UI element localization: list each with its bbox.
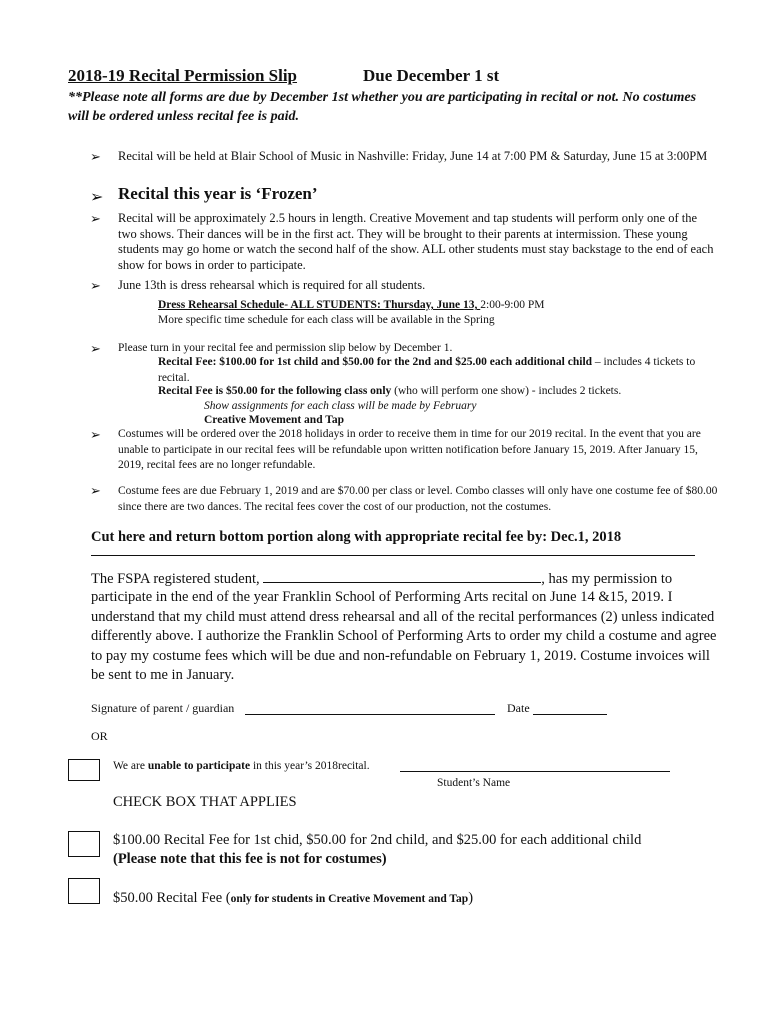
permission-text-end: , has my permission to (541, 571, 673, 587)
unable-student-name-field[interactable] (400, 771, 670, 772)
fee-50-label-end: ) (468, 890, 474, 906)
fee-line-1-rest: – includes 4 tickets to recital. (158, 356, 696, 384)
or-label: OR (91, 729, 108, 743)
arrow-bullet-icon: ➢ (90, 189, 104, 206)
bullet-location: Recital will be held at Blair School of Music in Nashville: Friday, June 14 at 7:00 PM & Saturday, June 15 at 3:00PM (118, 149, 708, 163)
costume-due: Costume fees are due February 1, 2019 and are $70.00 per class or level. Combo classes will only have one costume fee of $80.00 since there are two dances. The recital fees cover the cost of our production, not the costumes. (118, 485, 718, 513)
turn-in-note: Please turn in your recital fee and permission slip below by December 1. (118, 342, 453, 354)
bullet-rehearsal: June 13th is dress rehearsal which is required for all students. (118, 278, 426, 292)
costume-order: Costumes will be ordered over the 2018 holidays in order to receive them in time for our 2019 recital. In the event that you are unable to participate in our recital fees will be refundable upon written notification before January 15, 2019. After January 15, 2019, recital fees are no longer refundable. (118, 428, 701, 471)
fee-50-label-bold: only for students in Creative Movement and Tap (230, 893, 469, 905)
unable-checkbox[interactable] (68, 759, 100, 781)
unable-text-post: in this year’s 2018recital. (250, 760, 370, 772)
fee-line-2-bold: Recital Fee is $50.00 for the following class only (158, 385, 392, 397)
classes-list: Creative Movement and Tap (204, 414, 345, 426)
signature-field[interactable] (245, 714, 495, 715)
permission-text-start: The FSPA registered student, (91, 571, 264, 587)
arrow-bullet-icon: ➢ (90, 278, 101, 293)
cut-here-heading: Cut here and return bottom portion along with appropriate recital fee by: Dec.1, 2018 (91, 529, 622, 545)
arrow-bullet-icon: ➢ (90, 211, 101, 226)
date-field[interactable] (533, 714, 607, 715)
fee-50-checkbox[interactable] (68, 878, 100, 904)
rehearsal-schedule (158, 298, 545, 314)
arrow-bullet-icon: ➢ (90, 483, 101, 498)
fee-line-2 (158, 384, 718, 400)
student-name-field[interactable] (263, 568, 541, 583)
bullet-length: Recital will be approximately 2.5 hours in length. Creative Movement and tap students will perform only one of the two shows. Their dances will be in the first act. They will be brought to their parents at intermission. These young students may go home or watch the second half of the show. ALL other students must stay backstage to the end of each show for bows in order to participate. (118, 211, 714, 272)
fee-line-2-rest: (who will perform one show) - includes 2 tickets. (391, 385, 622, 397)
fee-line-1 (158, 355, 718, 386)
check-box-heading: CHECK BOX THAT APPLIES (113, 794, 297, 810)
show-assignments: Show assignments for each class will be made by February (204, 400, 477, 412)
form-title: 2018-19 Recital Permission Slip (68, 66, 298, 85)
cut-line (91, 555, 695, 556)
forms-note: **Please note all forms are due by December 1st whether you are participating in recital or not. No costumes will be ordered unless recital fee is paid. (68, 90, 697, 124)
student-name-caption: Student’s Name (437, 777, 511, 789)
rehearsal-schedule-label: Dress Rehearsal Schedule- ALL STUDENTS: Thursday, June 13, (158, 299, 481, 311)
permission-body: participate in the end of the year Franklin School of Performing Arts recital on June 14 &15, 2019. I understand that my child must attend dress rehearsal and all of the recital performances (2) unless indicated differently above. I authorize the Franklin School of Performing Arts to order my child a costume and agree to pay my costume fees which will be due and non-refundable on February 1, 2019. Costume invoices will be sent to me in January. (91, 589, 717, 683)
unable-text-bold: unable to participate (147, 760, 251, 772)
date-label: Date (507, 701, 530, 715)
rehearsal-schedule-time: 2:00-9:00 PM (480, 299, 545, 311)
signature-label: Signature of parent / guardian (91, 701, 235, 715)
unable-text-pre: We are (113, 760, 148, 772)
fee-100-checkbox[interactable] (68, 831, 100, 857)
fee-50-label (113, 890, 473, 907)
arrow-bullet-icon: ➢ (90, 341, 101, 356)
rehearsal-more-info: More specific time schedule for each class will be available in the Spring (158, 314, 495, 326)
arrow-bullet-icon: ➢ (90, 149, 101, 164)
fee-100-note: (Please note that this fee is not for costumes) (113, 851, 387, 867)
bullet-theme: Recital this year is ‘Frozen’ (118, 184, 318, 203)
arrow-bullet-icon: ➢ (90, 427, 101, 442)
fee-100-label: $100.00 Recital Fee for 1st chid, $50.00 for 2nd child, and $25.00 for each additional child (113, 832, 642, 848)
due-date: Due December 1 st (363, 66, 500, 85)
permission-first-line (91, 568, 721, 590)
fee-50-label-start: $50.00 Recital Fee ( (113, 890, 231, 906)
fee-line-1-bold: Recital Fee: $100.00 for 1st child and $50.00 for the 2nd and $25.00 each additional child (158, 356, 593, 368)
unable-text (113, 759, 370, 775)
